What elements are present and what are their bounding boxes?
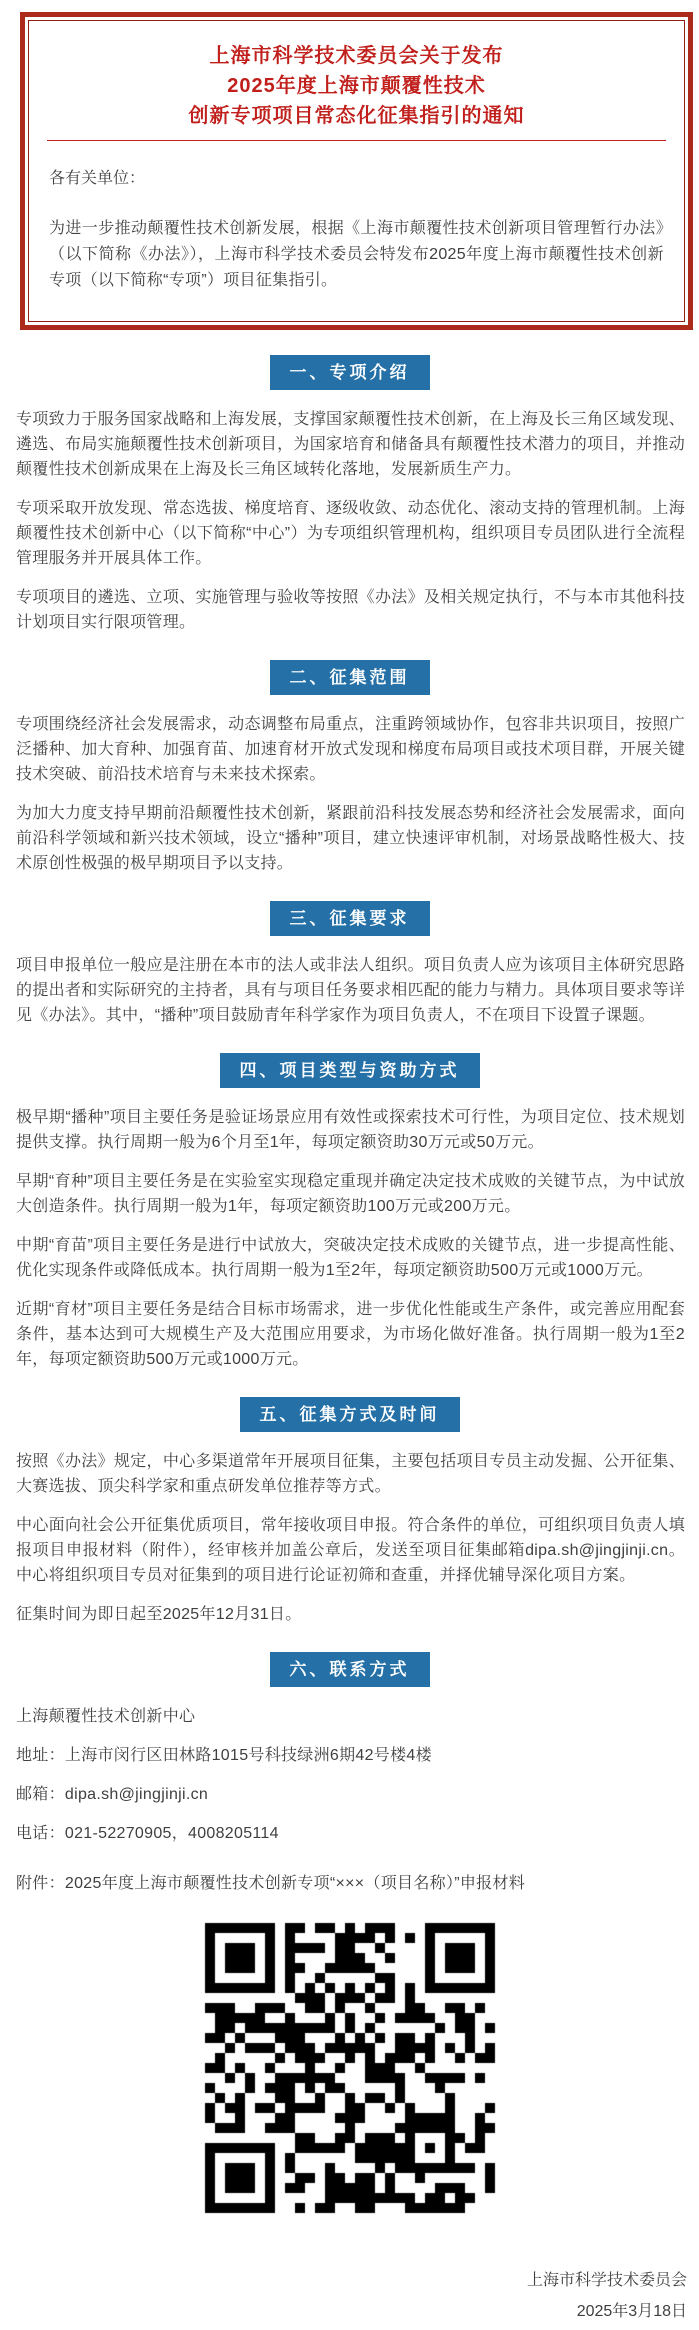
section-banner: 六、联系方式 xyxy=(270,1652,430,1687)
section-banner: 四、项目类型与资助方式 xyxy=(220,1053,480,1088)
paragraph: 按照《办法》规定，中心多渠道常年开展项目征集，主要包括项目专员主动发掘、公开征集、大赛选拔、顶尖科学家和重点研发单位推荐等方式。 xyxy=(16,1453,685,1495)
contact-phone: 电话：021-52270905，4008205114 xyxy=(16,1825,279,1842)
section-banner: 三、征集要求 xyxy=(270,901,430,936)
paragraph: 征集时间为即日起至2025年12月31日。 xyxy=(16,1606,302,1623)
notice-title-line: 上海市科学技术委员会关于发布 xyxy=(209,45,504,67)
notice-title-line: 创新专项项目常态化征集指引的通知 xyxy=(188,105,525,127)
section-collection-scope xyxy=(0,660,699,876)
paragraph: 极早期“播种”项目主要任务是验证场景应用有效性或探索技术可行性，为项目定位、技术规划提供支撑。执行周期一般为6个月至1年，每项定额资助30万元或50万元。 xyxy=(16,1109,685,1151)
paragraph: 专项致力于服务国家战略和上海发展，支撑国家颠覆性技术创新，在上海及长三角区域发现、遴选、布局实施颠覆性技术创新项目，为国家培育和储备具有颠覆性技术潜力的项目，并推动颠覆性技术创新成果在上海及长三角区域转化落地，发展新质生产力。 xyxy=(16,411,685,478)
paragraph: 专项采取开放发现、常态选拔、梯度培育、逐级收敛、动态优化、滚动支持的管理机制。上海颠覆性技术创新中心（以下简称“中心”）为专项组织管理机构，组织项目专员团队进行全流程管理服务并开展具体工作。 xyxy=(16,500,685,567)
title-divider xyxy=(47,140,666,141)
intro-paragraph: 为进一步推动颠覆性技术创新发展，根据《上海市颠覆性技术创新项目管理暂行办法》（以下简称《办法》），上海市科学技术委员会特发布2025年度上海市颠覆性技术创新专项（以下简称“专项”）项目征集指引。 xyxy=(49,220,664,289)
signature-date: 2025年3月18日 xyxy=(576,2303,687,2320)
notice-title xyxy=(43,41,670,131)
paragraph: 近期“育材”项目主要任务是结合目标市场需求，进一步优化性能或生产条件，或完善应用配套条件，基本达到可大规模生产及大范围应用要求，为市场化做好准备。执行周期一般为1至2年，每项定额资助500万元或1000万元。 xyxy=(16,1301,685,1368)
section-collection-method-time xyxy=(0,1397,699,1627)
notice-header-inner xyxy=(28,20,685,322)
attachment-note: 附件：2025年度上海市颠覆性技术创新专项“×××（项目名称）”申报材料 xyxy=(16,1875,526,1892)
contact-email: 邮箱：dipa.sh@jingjinji.cn xyxy=(16,1786,209,1803)
section-banner: 二、征集范围 xyxy=(270,660,430,695)
qr-code xyxy=(200,1918,500,2218)
salutation: 各有关单位： xyxy=(49,170,146,187)
section-banner: 一、专项介绍 xyxy=(270,355,430,390)
section-project-types-funding xyxy=(0,1053,699,1372)
section-banner: 五、征集方式及时间 xyxy=(240,1397,460,1432)
paragraph: 专项项目的遴选、立项、实施管理与验收等按照《办法》及相关规定执行，不与本市其他科技计划项目实行限项管理。 xyxy=(16,589,685,631)
signature-block xyxy=(0,2268,687,2324)
paragraph: 专项围绕经济社会发展需求，动态调整布局重点，注重跨领域协作，包容非共识项目，按照广泛播种、加大育种、加强育苗、加速育材开放式发现和梯度布局项目或技术项目群，开展关键技术突破、前沿技术培育与未来技术探索。 xyxy=(16,716,685,783)
signature-org: 上海市科学技术委员会 xyxy=(526,2272,687,2289)
section-collection-requirements xyxy=(0,901,699,1028)
paragraph: 中心面向社会公开征集优质项目，常年接收项目申报。符合条件的单位，可组织项目负责人填报项目申报材料（附件），经审核并加盖公章后，发送至项目征集邮箱dipa.sh@jingjinji.cn。中心将组织项目专员对征集到的项目进行论证初筛和查重，并择优辅导深化项目方案。 xyxy=(16,1517,685,1584)
qr-code-container xyxy=(0,1918,699,2218)
contact-center-name: 上海颠覆性技术创新中心 xyxy=(16,1708,196,1725)
notice-title-line: 2025年度上海市颠覆性技术 xyxy=(227,75,486,97)
notice-header-box xyxy=(20,12,693,330)
paragraph: 中期“育苗”项目主要任务是进行中试放大，突破决定技术成败的关键节点，进一步提高性能、优化实现条件或降低成本。执行周期一般为1至2年，每项定额资助500万元或1000万元。 xyxy=(16,1237,685,1279)
section-special-intro xyxy=(0,355,699,635)
paragraph: 早期“育种”项目主要任务是在实验室实现稳定重现并确定决定技术成败的关键节点，为中试放大创造条件。执行周期一般为1年，每项定额资助100万元或200万元。 xyxy=(16,1173,685,1215)
contact-address: 地址：上海市闵行区田林路1015号科技绿洲6期42号楼4楼 xyxy=(16,1747,432,1764)
paragraph: 为加大力度支持早期前沿颠覆性技术创新，紧跟前沿科技发展态势和经济社会发展需求，面向前沿科学领域和新兴技术领域，设立“播种”项目，建立快速评审机制，对场景战略性极大、技术原创性极强的极早期项目予以支持。 xyxy=(16,805,685,872)
section-contact xyxy=(0,1652,699,1896)
paragraph: 项目申报单位一般应是注册在本市的法人或非法人组织。项目负责人应为该项目主体研究思路的提出者和实际研究的主持者，具有与项目任务要求相匹配的能力与精力。具体项目要求等详见《办法》。其中，“播种”项目鼓励青年科学家作为项目负责人，不在项目下设置子课题。 xyxy=(16,957,685,1024)
